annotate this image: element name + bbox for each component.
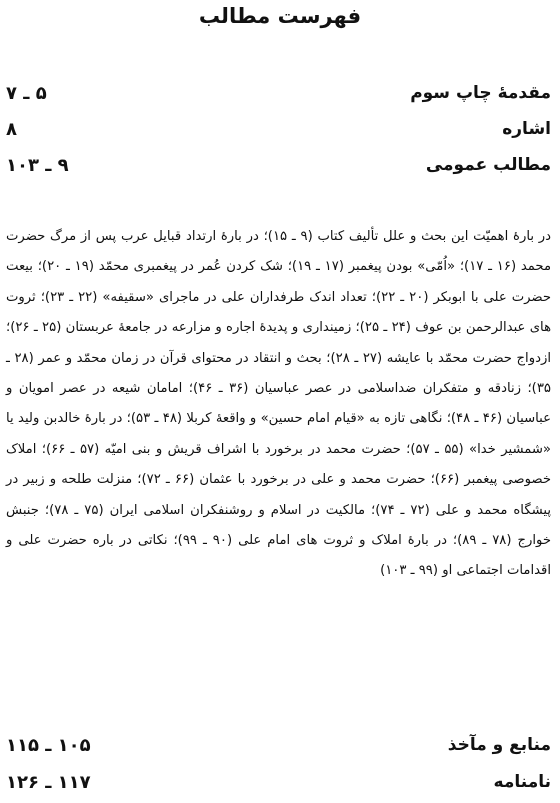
toc-entry-pages: ۸: [6, 118, 17, 140]
toc-entry-preface: [6, 78, 551, 108]
toc-entry-index: [6, 767, 551, 797]
toc-entry-title: نامنامه: [493, 772, 551, 792]
toc-entry-title: اشاره: [502, 119, 551, 139]
toc-entry-pages: ۱۱۷ ـ ۱۲۶: [6, 771, 91, 793]
page-title: فهرست مطالب: [198, 4, 362, 28]
toc-entry-sources: [6, 730, 551, 760]
toc-entry-pages: ۱۰۵ ـ ۱۱۵: [6, 734, 91, 756]
toc-entry-pages: ۵ ـ ۷: [6, 82, 47, 104]
general-topics-summary: در بارهٔ اهمیّت این بحث و علل تألیف کتاب (۹ ـ ۱۵)؛ در بارهٔ ارتداد قبایل عرب پس از مرگ حضرت محمد (۱۶ ـ ۱۷)؛ «اُمّی» بودن پیغمبر (۱۷ ـ ۱۹)؛ شک کردن عُمر در پیغمبری محمّد (۱۹ ـ ۲۰)؛ بیعت حضرت علی با ابوبکر (۲۰ ـ ۲۲)؛ تعداد اندک طرفداران علی در ماجرای «سقیفه» (۲۲ ـ ۲۳)؛ ثروت های عبدالرحمن بن عوف (۲۴ ـ ۲۵)؛ زمینداری و پدیدهٔ اجاره و مزارعه در جامعهٔ عربستان (۲۵ ـ ۲۶)؛ ازدواج حضرت محمّد با عایشه (۲۷ ـ ۲۸)؛ بحث و انتقاد در محتوای قرآن در زمان محمّد و عمر (۲۸ ـ ۳۵)؛ زنادقه و متفکران ضداسلامی در عصر عباسیان (۳۶ ـ ۴۶)؛ امامان شیعه در عصر امویان و عباسیان (۴۶ ـ ۴۸)؛ نگاهی تازه به «قیام امام حسین» و واقعهٔ کربلا (۴۸ ـ ۵۳)؛ در بارهٔ خالدبن ولید یا «شمشیر خدا» (۵۵ ـ ۵۷)؛ حضرت محمد در برخورد با اشراف قریش و بنی امیّه (۵۷ ـ ۶۶)؛ املاک خصوصی پیغمبر (۶۶)؛ حضرت محمد و علی در برخورد با عثمان (۶۶ ـ ۷۲)؛ منزلت طلحه و زبیر در پیشگاه محمد و علی (۷۲ ـ ۷۴)؛ مالکیت در اسلام و روشنفکران اسلامی ایران (۷۵ ـ ۷۸)؛ جنبش خوارج (۷۸ ـ ۸۹)؛ در بارهٔ املاک و ثروت های امام علی (۹۰ ـ ۹۹)؛ نکاتی در باره حضرت علی و اقدامات اجتماعی او (۹۹ ـ ۱۰۳): [6, 229, 552, 579]
toc-entry-title: منابع و مآخذ: [447, 735, 551, 755]
toc-entry-note: [6, 114, 551, 144]
toc-entry-general: [6, 150, 551, 180]
toc-entry-pages: ۹ ـ ۱۰۳: [6, 154, 69, 176]
toc-entry-title: مقدمهٔ چاپ سوم: [410, 83, 551, 103]
toc-entry-title: مطالب عمومی: [425, 155, 551, 175]
